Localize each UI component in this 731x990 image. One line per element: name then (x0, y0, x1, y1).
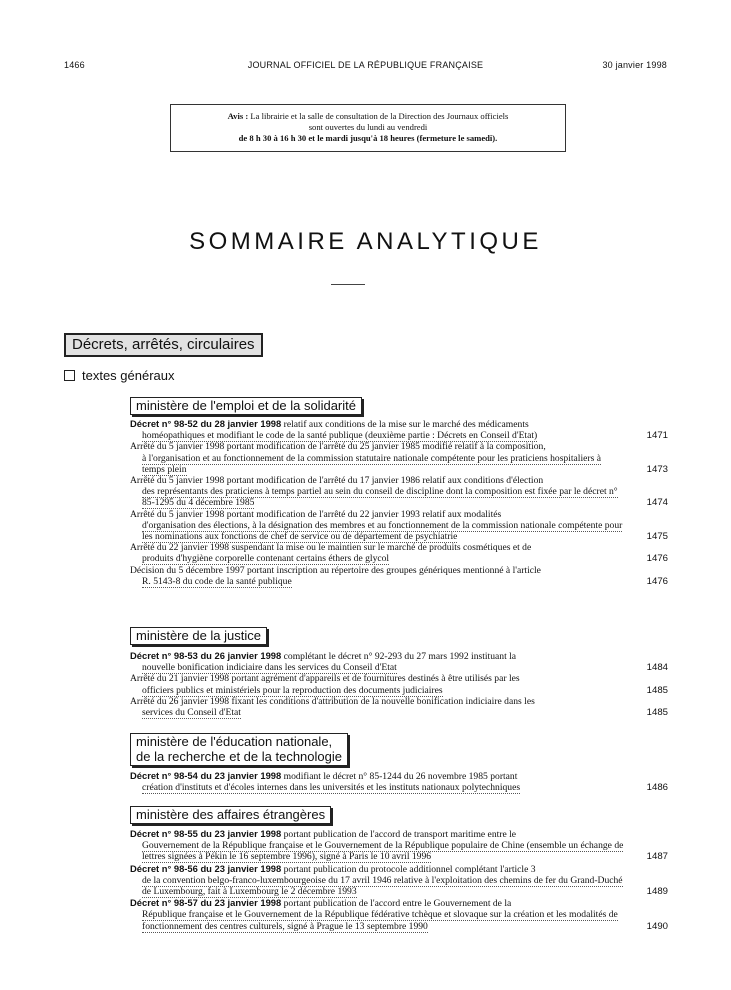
entry-continuation-wrap (130, 909, 624, 931)
summary-entry (130, 828, 668, 863)
entry-continuation-wrap (130, 486, 624, 508)
entry-continuation-wrap (130, 875, 624, 897)
entry-continuation-wrap (130, 707, 624, 718)
entry-continuation-wrap (130, 453, 624, 475)
entry-continuation: de la convention belgo-franco-luxembourgeoise du 17 avril 1946 relative à l'exploitation des chemins de fer du Grand-Duché de Luxembourg, fait à Luxembourg le 2 décembre 1993 (142, 874, 623, 898)
summary-entry (130, 770, 668, 793)
journal-title: JOURNAL OFFICIEL DE LA RÉPUBLIQUE FRANÇAISE (247, 60, 484, 70)
entry-first-line: modifiant le décret n° 85-1244 du 26 novembre 1985 portant (281, 771, 518, 782)
notice-line-2: sont ouvertes du lundi au vendredi (308, 122, 428, 132)
page-reference: 1486 (646, 782, 668, 794)
ministry-entries (130, 650, 668, 718)
entry-first-line: portant publication de l'accord entre le Gouvernement de la (281, 898, 512, 910)
decree-reference: Décret n° 98-57 du 23 janvier 1998 (130, 897, 282, 909)
summary-entry (130, 565, 668, 587)
entry-continuation-wrap (130, 782, 624, 793)
entry-continuation: des représentants des praticiens à temps partiel au sein du conseil de discipline dont la composition est fixée par le décret n° 85-1295 du 4 décembre 1985 (142, 486, 618, 509)
entry-continuation-wrap (130, 840, 624, 862)
entry-first-line: portant publication du protocole additionnel complétant l'article 3 (281, 863, 536, 875)
entry-continuation: République française et le Gouvernement de la République fédérative tchèque et slovaque sur la création et les modalités de fonctionnement des centres culturels, signé à Prague le 13 septembre 1990 (142, 909, 618, 932)
ministry-heading (130, 397, 362, 415)
ministry-name-line: de la recherche et de la technologie (136, 749, 342, 764)
entry-first-line: Arrêté du 22 janvier 1998 suspendant la mise ou le maintien sur le marché de produits cosmétiques et de (130, 542, 532, 554)
subsection-heading (64, 368, 175, 383)
ministry-entries (130, 828, 668, 932)
entry-continuation-wrap (130, 553, 624, 564)
ministry-name-line: ministère de la justice (136, 628, 261, 643)
title-divider (331, 284, 365, 285)
entry-continuation: homéopathiques et modifiant le code de la santé publique (deuxième partie : Décrets en Conseil d'Etat) (142, 430, 538, 442)
page-reference: 1490 (646, 920, 668, 932)
ministry-name-line: ministère de l'emploi et de la solidarité (136, 398, 356, 413)
summary-entry (130, 475, 668, 509)
page-reference: 1476 (646, 553, 668, 565)
page-reference: 1484 (646, 662, 668, 674)
ministry-name-line: ministère des affaires étrangères (136, 807, 326, 822)
entry-continuation-wrap (130, 685, 624, 696)
entry-first-line: complétant le décret n° 92-293 du 27 mars 1992 instituant la (281, 651, 517, 662)
entry-first-line: portant publication de l'accord de transport maritime entre le (281, 829, 517, 840)
entry-continuation: à l'organisation et au fonctionnement de la commission statutaire nationale compétente pour les praticiens hospitaliers à temps plein (142, 452, 601, 475)
entry-first-line: Arrêté du 5 janvier 1998 portant modification de l'arrêté du 22 janvier 1993 relatif aux modalités (130, 508, 502, 520)
page-reference: 1475 (646, 531, 668, 543)
ministry-heading (130, 806, 331, 824)
notice-line-1: Avis : La librairie et la salle de consultation de la Direction des Journaux officiels (227, 111, 509, 121)
summary-entry (130, 696, 668, 718)
page-reference: 1487 (646, 851, 668, 863)
page-reference: 1489 (646, 886, 668, 898)
page-reference: 1473 (646, 463, 668, 475)
summary-entry (130, 863, 668, 898)
entry-continuation: officiers publics et ministériels pour la reproduction des documents judiciaires (142, 684, 443, 696)
entry-continuation-wrap (130, 576, 624, 587)
ministry-heading (130, 627, 267, 645)
decree-reference: Décret n° 98-56 du 23 janvier 1998 (130, 862, 282, 874)
entry-continuation: d'organisation des élections, à la désignation des membres et au fonctionnement de la commission nationale compétente pour les nominations aux fonctions de chef de service ou de département de psychiatrie (142, 519, 623, 543)
page-reference: 1485 (646, 684, 668, 696)
ministry-entries (130, 770, 668, 793)
entry-first-line: Arrêté du 5 janvier 1998 portant modification de l'arrêté du 17 janvier 1986 relatif aux conditions d'élection (130, 475, 544, 487)
ministry-heading (130, 733, 348, 766)
entry-first-line: Décision du 5 décembre 1997 portant inscription au répertoire des groupes génériques mentionné à l'article (130, 564, 541, 576)
checkbox-icon (64, 370, 75, 381)
summary-entry (130, 418, 668, 441)
entry-continuation: nouvelle bonification indiciaire dans les services du Conseil d'Etat (142, 662, 397, 674)
page-reference: 1471 (646, 430, 668, 442)
summary-entry (130, 441, 668, 475)
decree-reference: Décret n° 98-55 du 23 janvier 1998 (130, 828, 282, 839)
entry-continuation: R. 5143-8 du code de la santé publique (142, 575, 292, 587)
page-title: SOMMAIRE ANALYTIQUE (189, 228, 542, 255)
notice-label: Avis : (227, 111, 249, 121)
issue-date: 30 janvier 1998 (602, 60, 667, 70)
entry-first-line: Arrêté du 21 janvier 1998 portant agrément d'appareils et de fournitures destinés à être utilisés par les (130, 673, 520, 685)
entry-first-line: Arrêté du 26 janvier 1998 fixant les conditions d'attribution de la nouvelle bonification indiciaire dans les (130, 695, 535, 707)
entry-continuation-wrap (130, 430, 624, 441)
summary-entry (130, 650, 668, 673)
entry-first-line: relatif aux conditions de la mise sur le marché des médicaments (281, 419, 529, 430)
entry-continuation: Gouvernement de la République française et le Gouvernement de la République populaire de Chine (ensemble un échange de lettres signées à Pékin le 16 septembre 1996), signé à Paris le 10 avril 1996 (142, 840, 624, 863)
subsection-label: textes généraux (82, 368, 175, 383)
page-reference: 1476 (646, 575, 668, 587)
decree-reference: Décret n° 98-52 du 28 janvier 1998 (130, 418, 282, 429)
entry-continuation: produits d'hygiène corporelle contenant certains éthers de glycol (142, 553, 390, 565)
summary-entry (130, 673, 668, 695)
decree-reference: Décret n° 98-53 du 26 janvier 1998 (130, 650, 282, 661)
notice-box (170, 104, 566, 152)
page-reference: 1485 (646, 707, 668, 719)
entry-continuation-wrap (130, 520, 624, 542)
decree-reference: Décret n° 98-54 du 23 janvier 1998 (130, 770, 282, 781)
ministry-name-line: ministère de l'éducation nationale, (136, 734, 333, 749)
entry-first-line: Arrêté du 5 janvier 1998 portant modification de l'arrêté du 25 janvier 1985 modifié relatif à la composition, (130, 441, 546, 453)
ministry-entries (130, 418, 668, 587)
page-reference: 1474 (646, 497, 668, 509)
notice-line-3: de 8 h 30 à 16 h 30 et le mardi jusqu'à 18 heures (fermeture le samedi). (238, 133, 498, 143)
entry-continuation: création d'instituts et d'écoles internes dans les universités et les instituts nationaux polytechniques (142, 782, 521, 794)
entry-continuation: services du Conseil d'Etat (142, 707, 241, 719)
summary-entry (130, 542, 668, 564)
section-heading: Décrets, arrêtés, circulaires (64, 333, 263, 357)
summary-entry (130, 509, 668, 543)
page-number: 1466 (64, 60, 85, 70)
summary-entry (130, 897, 668, 932)
entry-continuation-wrap (130, 662, 624, 673)
